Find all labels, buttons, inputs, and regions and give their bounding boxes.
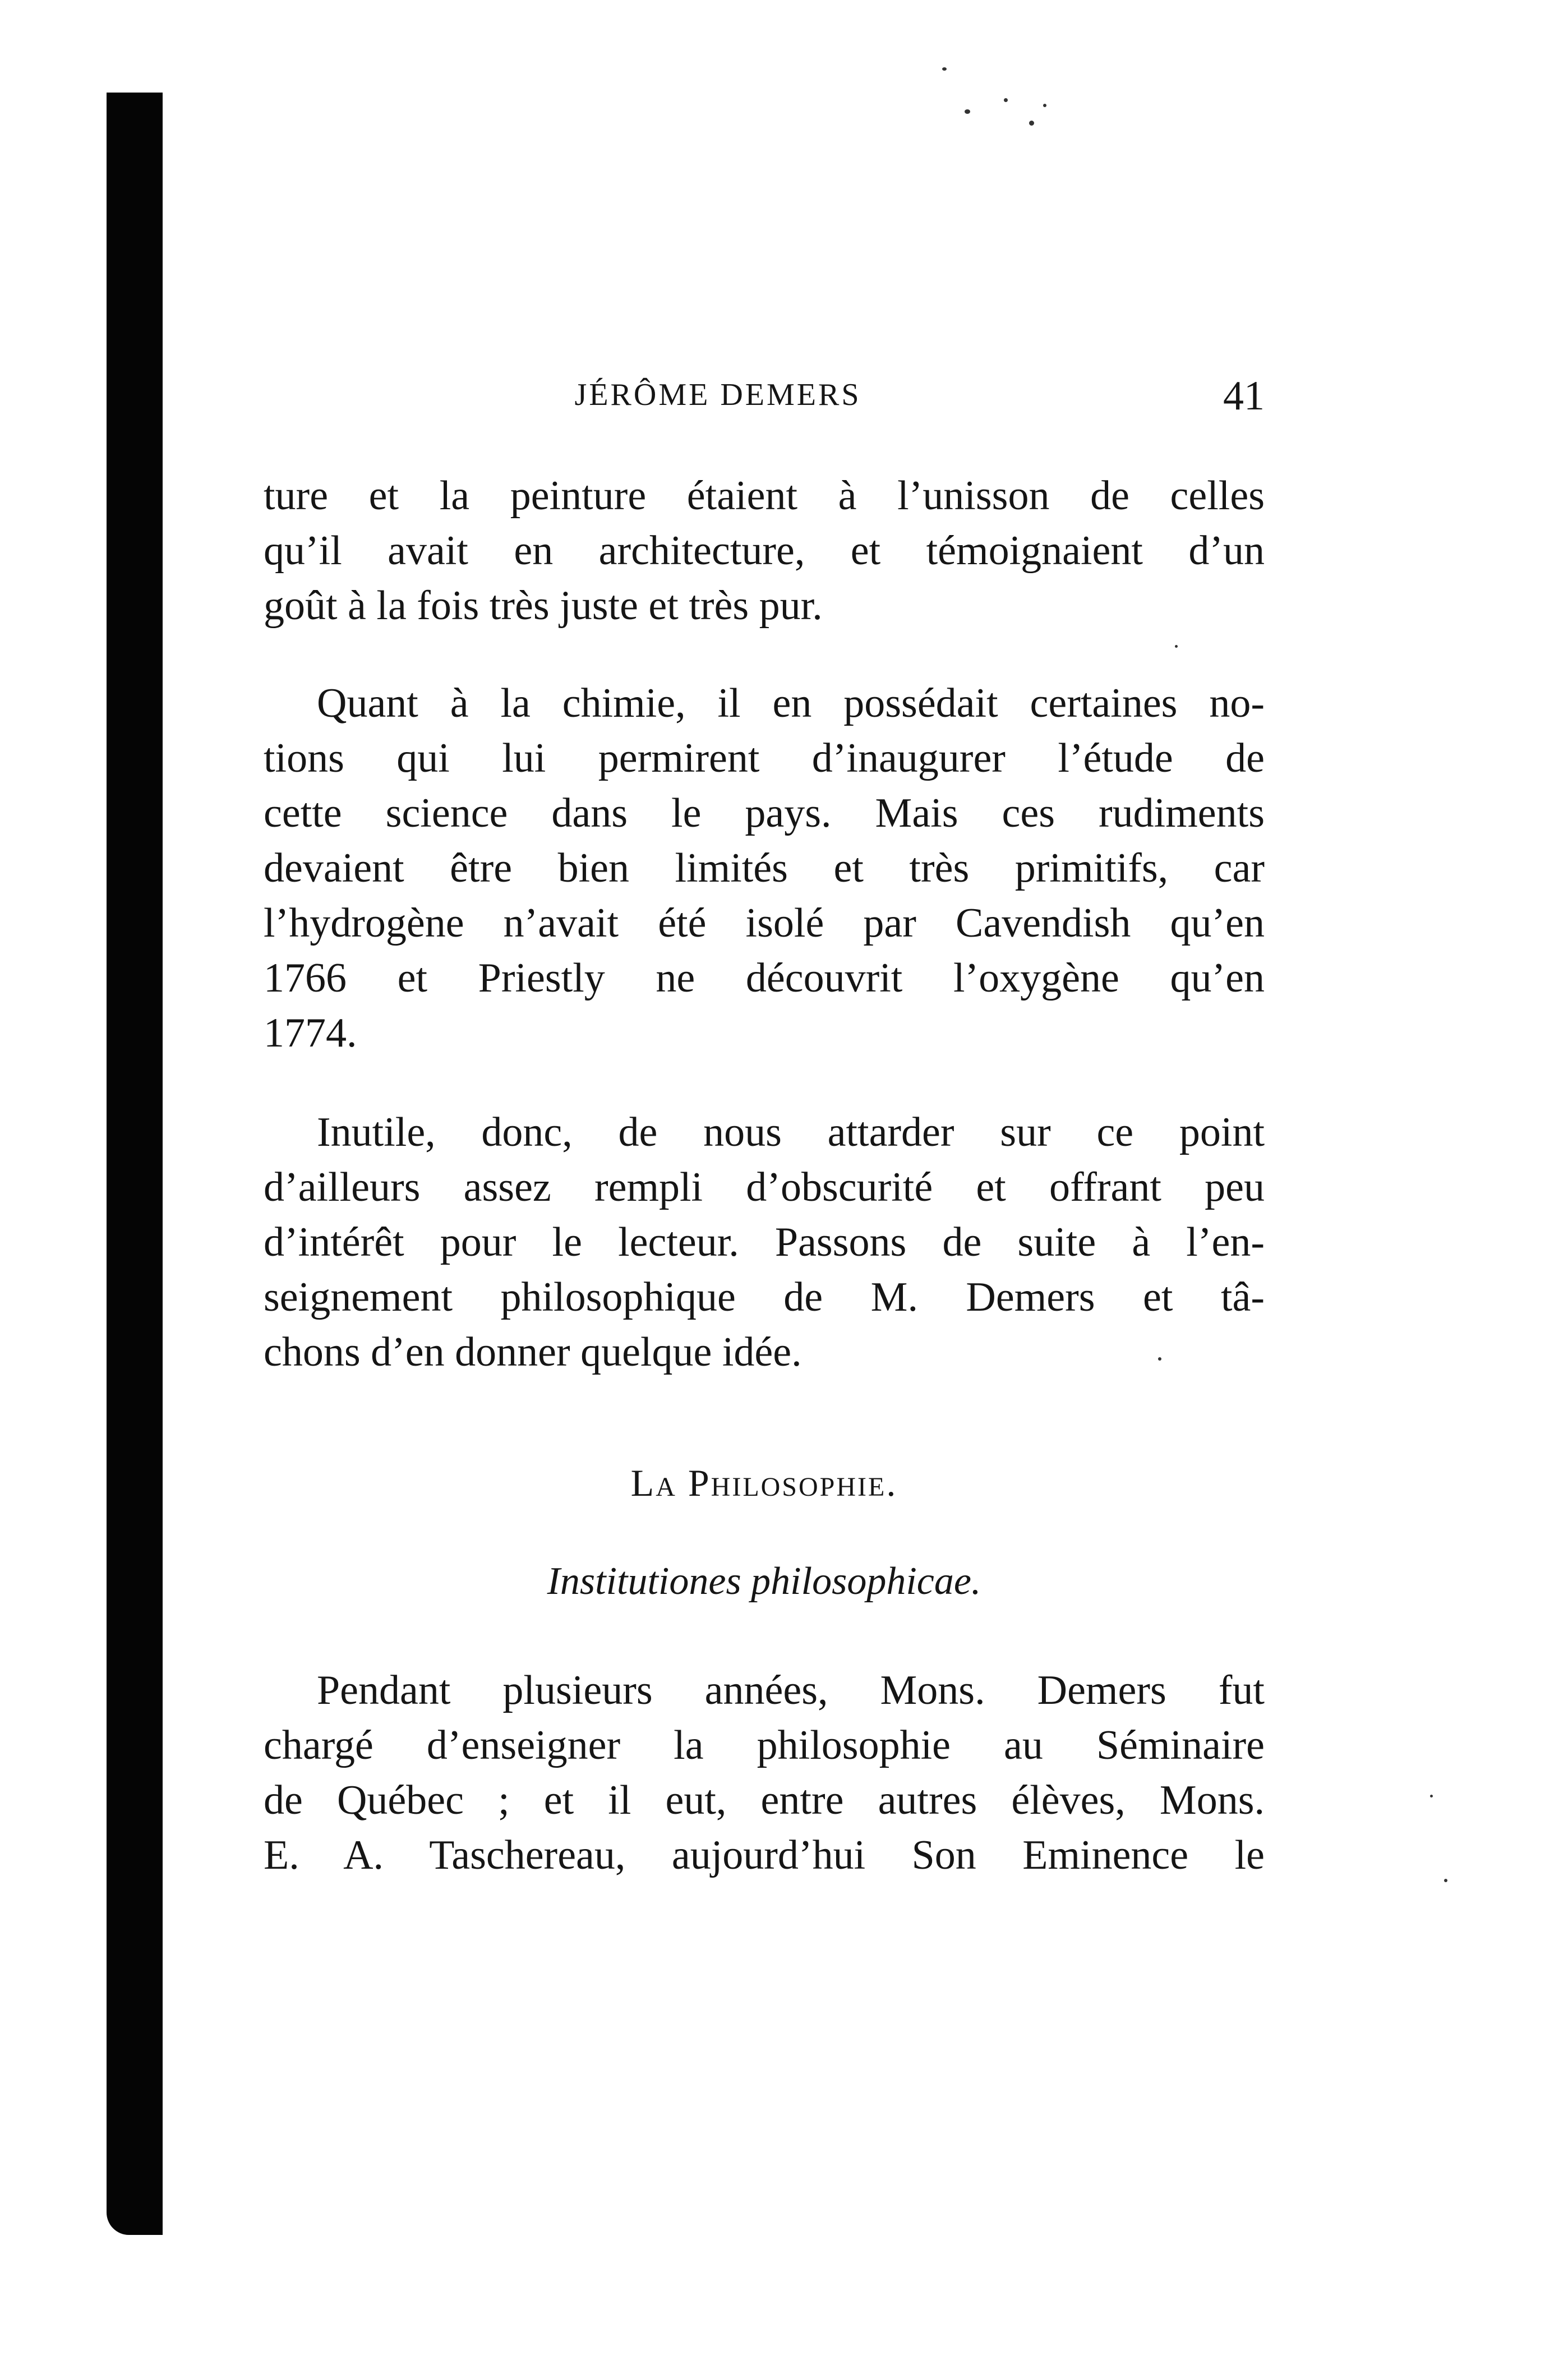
text-line: Quant à la chimie, il en possédait certaines no- bbox=[317, 680, 1265, 726]
scan-speck bbox=[1029, 121, 1034, 126]
scan-speck bbox=[1444, 1879, 1447, 1882]
scan-speck bbox=[1175, 645, 1178, 648]
text-line: seignement philosophique de M. Demers et tâ- bbox=[264, 1274, 1265, 1320]
text-line: ture et la peinture étaient à l’unisson de celles bbox=[264, 473, 1265, 519]
scan-speck bbox=[1004, 98, 1008, 102]
text-line: chargé d’enseigner la philosophie au Séminaire bbox=[264, 1722, 1265, 1768]
text-line: Inutile, donc, de nous attarder sur ce point bbox=[317, 1109, 1265, 1155]
text-line: E. A. Taschereau, aujourd’hui Son Eminence le bbox=[264, 1832, 1265, 1878]
running-title: JÉRÔME DEMERS bbox=[574, 377, 861, 412]
text-line: Pendant plusieurs années, Mons. Demers fut bbox=[317, 1667, 1265, 1713]
text-line: qu’il avait en architecture, et témoignaient d’un bbox=[264, 528, 1265, 574]
paragraph-1 bbox=[264, 468, 1265, 633]
page-number: 41 bbox=[1223, 373, 1265, 419]
text-line: chons d’en donner quelque idée. bbox=[264, 1329, 802, 1375]
scan-speck bbox=[1043, 104, 1046, 107]
scan-speck bbox=[965, 109, 970, 114]
section-heading: La Philosophie. bbox=[630, 1462, 898, 1504]
section-subheading: Institutiones philosophicae. bbox=[547, 1560, 981, 1603]
paragraph-2 bbox=[264, 676, 1265, 1061]
text-line: tions qui lui permirent d’inaugurer l’étude de bbox=[264, 735, 1265, 781]
text-line: cette science dans le pays. Mais ces rudiments bbox=[264, 790, 1265, 836]
running-head bbox=[264, 373, 1265, 422]
text-line: l’hydrogène n’avait été isolé par Cavendish qu’en bbox=[264, 900, 1265, 946]
text-line: de Québec ; et il eut, entre autres élèves, Mons. bbox=[264, 1777, 1265, 1823]
text-line: goût à la fois très juste et très pur. bbox=[264, 583, 823, 629]
paragraph-4 bbox=[264, 1663, 1265, 1883]
text-line: d’ailleurs assez rempli d’obscurité et offrant peu bbox=[264, 1164, 1265, 1210]
scan-speck bbox=[942, 67, 947, 71]
text-line: d’intérêt pour le lecteur. Passons de suite à l’en- bbox=[264, 1219, 1265, 1265]
paragraph-3 bbox=[264, 1105, 1265, 1380]
text-line: devaient être bien limités et très primitifs, car bbox=[264, 845, 1265, 891]
scan-speck bbox=[1430, 1795, 1433, 1797]
text-line: 1774. bbox=[264, 1010, 357, 1056]
text-line: 1766 et Priestly ne découvrit l’oxygène qu’en bbox=[264, 955, 1265, 1001]
page-binding-edge bbox=[107, 93, 163, 2235]
